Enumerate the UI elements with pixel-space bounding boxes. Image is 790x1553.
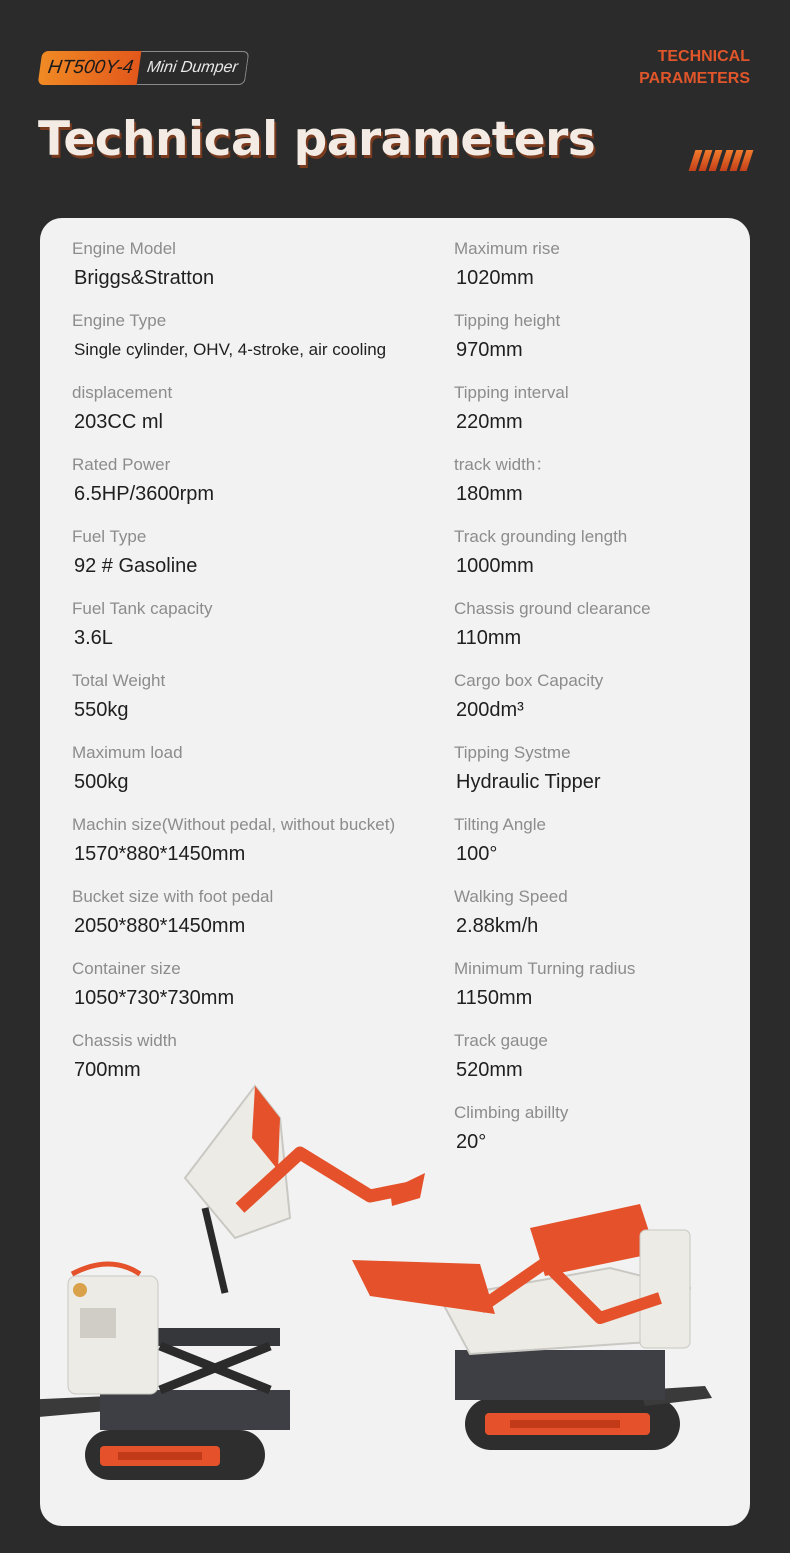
spec-label: Tipping interval — [454, 383, 569, 402]
spec-item — [72, 954, 442, 1026]
spec-label: Chassis ground clearance — [454, 599, 651, 618]
spec-value: 970mm — [456, 339, 523, 361]
spec-value: 500kg — [74, 771, 129, 793]
spec-item — [454, 450, 734, 522]
spec-value: 100° — [456, 843, 498, 865]
spec-label: Climbing abillty — [454, 1103, 569, 1122]
corner-tag-line2: PARAMETERS — [639, 70, 750, 87]
spec-label: Tipping height — [454, 311, 561, 330]
corner-tag — [639, 46, 750, 90]
spec-label: Cargo box Capacity — [454, 671, 604, 690]
spec-value: 1570*880*1450mm — [74, 843, 246, 865]
spec-value: 203CC ml — [74, 411, 163, 433]
spec-value: 180mm — [456, 483, 523, 505]
page-title: Technical parameters — [38, 112, 596, 167]
spec-value: 110mm — [456, 627, 522, 649]
spec-label: displacement — [72, 383, 173, 402]
spec-item — [72, 306, 442, 378]
spec-value: 2050*880*1450mm — [74, 915, 246, 937]
spec-item — [72, 378, 442, 450]
spec-label: Maximum load — [72, 743, 183, 762]
spec-label: Bucket size with foot pedal — [72, 887, 274, 906]
spec-value: 520mm — [456, 1059, 523, 1081]
spec-item — [72, 450, 442, 522]
spec-label: Rated Power — [72, 455, 171, 474]
spec-value: Hydraulic Tipper — [456, 771, 601, 793]
spec-item — [72, 594, 442, 666]
spec-label: track width： — [454, 455, 553, 474]
spec-label: Walking Speed — [454, 887, 568, 906]
model-name: HT500Y-4 — [38, 51, 142, 85]
spec-item — [454, 378, 734, 450]
spec-value: 200dm³ — [456, 699, 524, 721]
spec-item — [454, 306, 734, 378]
spec-label: Track grounding length — [454, 527, 628, 546]
spec-label: Engine Type — [72, 311, 167, 330]
spec-value: 220mm — [456, 411, 523, 433]
spec-item — [72, 882, 442, 954]
spec-card — [40, 218, 750, 1526]
spec-label: Container size — [72, 959, 181, 978]
spec-value: 1050*730*730mm — [74, 987, 235, 1009]
spec-label: Chassis width — [72, 1031, 177, 1050]
spec-value: 2.88km/h — [456, 915, 539, 937]
spec-value: 20° — [456, 1131, 487, 1153]
spec-value: 3.6L — [74, 627, 113, 649]
spec-item — [72, 810, 442, 882]
spec-value: 92 # Gasoline — [74, 555, 198, 577]
mini-dumper-illustration — [40, 1078, 750, 1526]
spec-item — [454, 810, 734, 882]
spec-item — [72, 738, 442, 810]
spec-label: Tipping Systme — [454, 743, 571, 762]
spec-item — [454, 594, 734, 666]
spec-item — [72, 666, 442, 738]
spec-label: Fuel Type — [72, 527, 147, 546]
spec-label: Maximum rise — [454, 239, 560, 258]
corner-tag-line1: TECHNICAL — [657, 48, 750, 65]
spec-label: Tilting Angle — [454, 815, 546, 834]
spec-item — [454, 882, 734, 954]
spec-item — [72, 234, 442, 306]
lowered-dumper-icon — [352, 1204, 712, 1450]
spec-value: 700mm — [74, 1059, 141, 1081]
spec-item — [454, 234, 734, 306]
spec-value: 550kg — [74, 699, 129, 721]
spec-item — [454, 738, 734, 810]
spec-item — [454, 522, 734, 594]
spec-column-right — [454, 234, 734, 1170]
spec-label: Track gauge — [454, 1031, 548, 1050]
spec-value: Single cylinder, OHV, 4-stroke, air cooling — [74, 340, 387, 359]
model-badge — [40, 51, 247, 85]
spec-value: 1150mm — [456, 987, 533, 1009]
spec-value: Briggs&Stratton — [74, 267, 215, 289]
spec-label: Machin size(Without pedal, without bucket) — [72, 815, 396, 834]
stripes-decoration — [692, 150, 750, 171]
spec-value: 1020mm — [456, 267, 534, 289]
model-subtitle: Mini Dumper — [137, 51, 249, 85]
spec-value: 6.5HP/3600rpm — [74, 483, 215, 505]
spec-value: 1000mm — [456, 555, 534, 577]
spec-item — [454, 954, 734, 1026]
spec-item — [454, 666, 734, 738]
spec-label: Engine Model — [72, 239, 176, 258]
spec-label: Minimum Turning radius — [454, 959, 636, 978]
spec-label: Fuel Tank capacity — [72, 599, 213, 618]
spec-column-left — [72, 234, 442, 1098]
spec-item — [72, 522, 442, 594]
spec-label: Total Weight — [72, 671, 166, 690]
